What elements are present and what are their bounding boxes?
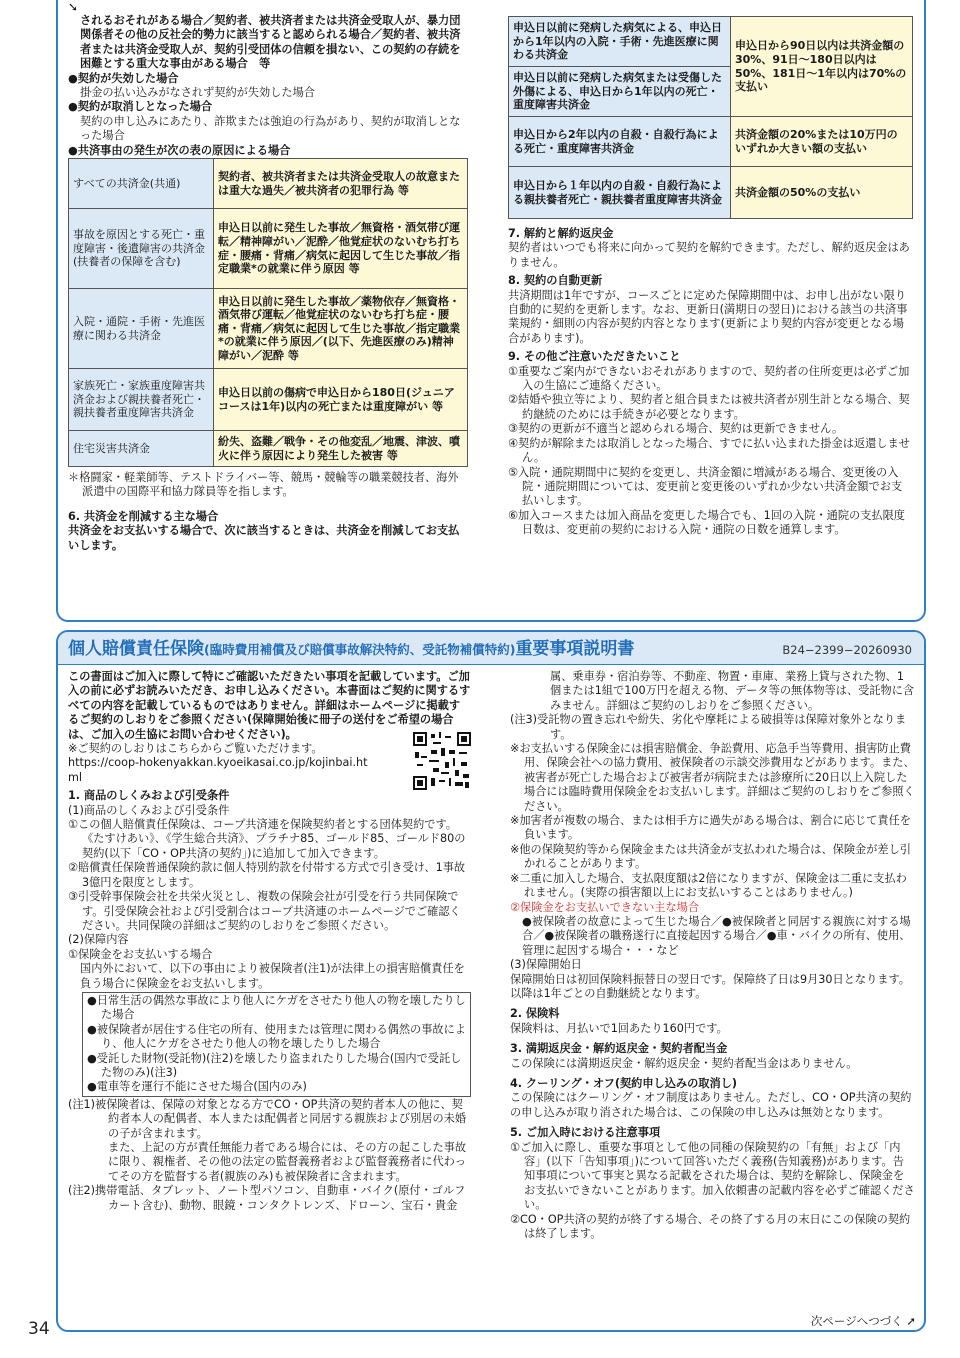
next-page-link[interactable]: 次ページへつづく ➚ — [810, 1313, 916, 1328]
pay-text: 国内外において、以下の事由により被保険者(注1)が法律上の損害賠償責任を負う場合に保険金をお支払いします。 — [80, 962, 465, 990]
table-row: 申込日から１年以内の自殺・自殺行為による親扶養者死亡・親扶養者重度障害共済金 共済金額の50%の支払い — [509, 167, 913, 219]
list-item: ●受託した財物(受託物)(注2)を壊したり盗まれたりした場合(国内で受託した物のみ)(注3) — [87, 1051, 462, 1079]
bullet-table-head: ●共済事由の発生が次の表の原因による場合 — [68, 143, 291, 157]
exclusion-table — [68, 158, 468, 467]
arrow-up-right-icon: ➚ — [906, 1313, 916, 1328]
bottom-left-column — [68, 670, 471, 1213]
document-code: B24−2399−20260930 — [782, 643, 912, 657]
shiori-note: ※ご契約のしおりはこちらからご覧いただけます。 — [68, 742, 323, 756]
bullet-cancel-head: ●契約が取消しとなった場合 — [68, 100, 213, 114]
list-item: ※お支払いする保険金には損害賠償金、争訟費用、応急手当等費用、損害防止費用、保険会社への協力費用、被保険者の示談交渉費用などがあります。また、被害者が死亡した場合および被害者が病院または診療所に20日以上入院した場合には臨時費用保険金をお支払いします。詳細はご契約のしおりをご参照ください。 — [510, 742, 915, 813]
section-4-head: 4. クーリング・オフ(契約申し込みの取消し) — [510, 1076, 737, 1090]
bottom-section — [56, 630, 926, 1332]
list-item: ②結婚や独立等により、契約者と組合員または被共済者が別生計となる場合、契約継続のためには手続きが必要となります。 — [508, 393, 910, 421]
no-pay-text: ●被保険者の故意によって生じた場合／●被保険者と同居する親族に対する場合／●被保険者の職務遂行に直接起因する場合／●車・バイクの所有、使用、管理に起因する場合・・・など — [522, 914, 911, 957]
shiori-url[interactable]: https://coop-hokenyakkan.kyoeikasai.co.jp/kojinbai.html — [68, 756, 368, 784]
section-7-text: 契約者はいつでも将来に向かって契約を解約できます。ただし、解約返戻金はありません。 — [508, 241, 910, 269]
coverage-box — [82, 992, 471, 1097]
list-item: ⑥加入コースまたは加入商品を変更した場合でも、1回の入院・通院の支払限度日数は、変更前の契約における入院・通院の日数を通算します。 — [508, 508, 905, 537]
top-right-column — [508, 16, 913, 538]
table-row: 事故を原因とする死亡・重度障害・後遺障害の共済金(扶養者の保障を含む) 申込日以前に発生した事故／無資格・酒気帯び運転／精神障がい／泥酔／他覚症状のないむち打ち症・腰痛・背痛／病気に起因して生じた事故／指定職業*の就業に伴う原因 等 — [69, 209, 468, 289]
arrow-down-right-icon: ➘ — [68, 0, 79, 14]
section-7-head: 7. 解約と解約返戻金 — [508, 227, 614, 240]
note-2: (注2)携帯電話、タブレット、ノート型パソコン、自動車・バイク(原付・ゴルフカート含む)、動物、眼鏡・コンタクトレンズ、ドローン、宝石・貴金 — [68, 1184, 466, 1212]
start-date-text: 保障開始日は初回保険料振替日の翌日です。保障終了日は9月30日となります。以降は1年ごとの自動継続となります。 — [510, 972, 910, 1000]
page-title: 個人賠償責任保険(臨時費用補償及び賠償事故解決特約、受託物補償特約)重要事項説明書 — [68, 639, 635, 659]
note-1: (注1)被保険者は、保障の対象となる方でCO・OP共済の契約者本人の他に、契約者本人の配偶者、本人または配偶者と同居する親族および別居の未婚の子が含まれます。 — [68, 1097, 467, 1140]
note-3: (注3)受託物の置き忘れや紛失、劣化や摩耗による破損等は保障対象外となります。 — [510, 713, 907, 741]
list-item: ●日常生活の偶然な事故により他人にケガをさせたり他人の物を壊したりした場合 — [87, 993, 466, 1022]
section-3-text: この保険には満期返戻金・解約返戻金・契約者配当金はありません。 — [510, 1056, 858, 1070]
section-1-head: 1. 商品のしくみおよび引受条件 — [68, 789, 230, 803]
page-number: 34 — [28, 1319, 50, 1339]
bullet-lapse-text: 掛金の払い込みがなされず契約が失効した場合 — [80, 86, 315, 100]
table-row: 申込日から2年以内の自殺・自殺行為による死亡・重度障害共済金 共済金額の20%または10万円のいずれか大きい額の支払い — [509, 117, 913, 167]
start-date-sub: (3)保障開始日 — [510, 958, 582, 972]
list-item: ⑤入院・通院期間中に契約を変更し、共済金額に増減がある場合、変更後の入院・通院期間については、変更前と変更後のいずれか少ない共済金額でお支払いします。 — [508, 465, 903, 508]
section-8-head: 8. 契約の自動更新 — [508, 274, 603, 288]
section-6-text: 共済金をお支払いする場合で、次に該当するときは、共済金を削減してお支払いします。 — [68, 524, 460, 552]
list-item: ①この個人賠償責任保険は、コープ共済連を保険契約者とする団体契約です。《たすけあい》、《学生総合共済》、プラチナ85、ゴールド85、ゴールド80の契約(以下「CO・OP共済の契約」)に追加して加入できます。 — [68, 818, 466, 860]
section-2-head: 2. 保険料 — [510, 1007, 560, 1021]
lead-text: この書面はご加入に際して特にご確認いただきたい事項を記載しています。ご加入の前に必ずお読みいただき、お申し込みください。本書面はご契約に関するすべての内容を記載しているものではありません。詳細はホームページに掲載するご契約のしおりをご参照ください(保障開始後に冊子の送付をご希望の場合は、ご加入の生協にお問い合わせください)。 — [68, 670, 471, 741]
footnote-asterisk: ＊格闘家・軽業師等、テストドライバー等、競馬・競輪等の職業競技者、海外派遣中の国際平和協力隊員等を指します。 — [68, 471, 459, 499]
list-item: ※他の保険契約等から保険金または共済金が支払われた場合は、保険金が差し引かれることがあります。 — [510, 842, 911, 871]
qr-code-icon[interactable] — [413, 732, 471, 790]
reduction-table — [508, 16, 913, 219]
intro-text: されるおそれがある場合／契約者、被共済者または共済金受取人が、暴力団関係者その他の反社会的勢力に該当すると認められる場合／契約者、被共済者または共済金受取人が、契約引受団体の信頼を損ない、この契約の存続を困難とする重大な事由がある場合 等 — [80, 14, 461, 71]
table-row: 住宅災害共済金 紛失、盗難／戦争・その他変乱／地震、津波、噴火に伴う原因により発生した被害 等 — [69, 431, 468, 467]
list-item: ③引受幹事保険会社を共栄火災とし、複数の保険会社が引受を行う共同保険です。引受保険会社および引受割合はコープ共済連のホームページでご確認ください。共同保険の詳細はご契約のしおりをご参照ください。 — [68, 890, 461, 932]
section-1-sub2: (2)保障内容 — [68, 933, 129, 947]
list-item: ※加害者が複数の場合、または相手方に過失がある場合は、割合に応じて責任を負います。 — [510, 814, 911, 842]
note-2-cont: 属、乗車券・宿泊券等、不動産、物置・車庫、業務上貸与された物、1個または1組で100万円を超える物、データ等の無体物等は、受託物に含みません。詳細はご契約のしおりをご参照ください。 — [550, 670, 915, 712]
list-item: ②CO・OP共済の契約が終了する場合、その終了する月の末日にこの保険の契約は終了します。 — [510, 1212, 911, 1241]
list-item: ③契約の更新が不適当と認められる場合、契約は更新できません。 — [508, 422, 844, 436]
list-item: ●被保険者が居住する住宅の所有、使用または管理に関わる偶然の事故により、他人にケガをさせたり他人の物を壊したりした場合 — [87, 1022, 466, 1051]
section-9-head: 9. その他ご注意いただきたいこと — [508, 350, 681, 364]
note-1b: また、上記の方が責任無能力者である場合には、その方の起こした事故に限り、親権者、その他の法定の監督義務者および監督義務者に代わってその方を監督する者(親族のみ)も被保険者に含まれます。 — [108, 1141, 467, 1183]
table-row: 申込日以前に発病した病気による、申込日から1年以内の入院・手術・先進医療に関わる共済金 申込日から90日以内は共済金額の30%、91日～180日以内は50%、181日～1年以内は70%の支払い — [509, 17, 913, 67]
section-5-head: 5. ご加入時における注意事項 — [510, 1126, 661, 1140]
section-8-text: 共済期間は1年ですが、コースごとに定めた保障期間中は、お申し出がない限り自動的に契約を更新します。なお、更新日(満期日の翌日)における該当の共済事業規約・細則の内容が契約内容となります(更新により契約内容が変更となる場合があります)。 — [508, 288, 908, 345]
no-pay-head: ②保険金をお支払いできない主な場合 — [510, 900, 700, 914]
table-row: 入院・通院・手術・先進医療に関わる共済金 申込日以前に発生した事故／薬物依存／無資格・酒気帯び運転／他覚症状のないむち打ち症・腰痛・背痛／病気に起因して生じた事故／指定職業*の就業に伴う原因／(以下、先進医療のみ)精神障がい／泥酔 等 — [69, 289, 468, 369]
pay-head: ①保険金をお支払いする場合 — [68, 947, 213, 961]
top-left-column — [68, 0, 468, 553]
section-1-sub1: (1)商品のしくみおよび引受条件 — [68, 803, 230, 817]
section-3-head: 3. 満期返戻金・解約返戻金・契約者配当金 — [510, 1042, 728, 1056]
bottom-right-column — [510, 670, 915, 1241]
table-row: 申込日以前に発病した病気または受傷した外傷による、申込日から1年以内の死亡・重度障害共済金 — [509, 67, 913, 117]
list-item: ②賠償責任保険普通保険約款に個人特別約款を付帯する方式で引き受け、1事故3億円を限度とします。 — [68, 861, 466, 889]
table-row: すべての共済金(共通) 契約者、被共済者または共済金受取人の故意または重大な過失／被共済者の犯罪行為 等 — [69, 159, 468, 209]
section-6-head: 6. 共済金を削減する主な場合 — [68, 509, 219, 523]
list-item: ※二重に加入した場合、支払限度額は2倍になりますが、保険金は二重に支払われません。(実際の損害額以上にお支払いすることはありません。) — [510, 871, 907, 900]
section-banner — [58, 632, 924, 665]
bullet-cancel-text: 契約の申し込みにあたり、詐欺または強迫の行為があり、契約が取消しとなった場合 — [80, 114, 461, 143]
section-4-text: この保険にはクーリング・オフ制度はありません。ただし、CO・OP共済の契約の申し込みが取り消された場合は、この保険の申し込みは無効となります。 — [510, 1091, 912, 1119]
section-2-text: 保険料は、月払いで1回あたり160円です。 — [510, 1021, 728, 1035]
list-item: ①ご加入に際し、重要な事項として他の同種の保険契約の「有無」および「内容」(以下「告知事項」)について回答いただく義務(告知義務)があります。告知事項について事実と異なる記載をされた場合は、契約を解除し、保険金をお支払いできないことがあります。加入依頼書の記載内容を必ずご確認ください。 — [510, 1140, 915, 1212]
list-item: ④契約が解除または取消しとなった場合、すでに払い込まれた掛金は返還しません。 — [508, 436, 910, 465]
list-item: ①重要なご案内ができないおそれがありますので、契約者の住所変更は必ずご加入の生協にご連絡ください。 — [508, 364, 910, 393]
top-section — [56, 0, 926, 622]
table-row: 家族死亡・家族重度障害共済金および親扶養者死亡・親扶養者重度障害共済金 申込日以前の傷病で申込日から180日(ジュニアコースは1年)以内の死亡または重度障がい 等 — [69, 369, 468, 431]
bullet-lapse-head: ●契約が失効した場合 — [68, 71, 179, 85]
list-item: ●電車等を運行不能にさせた場合(国内のみ) — [87, 1080, 307, 1094]
